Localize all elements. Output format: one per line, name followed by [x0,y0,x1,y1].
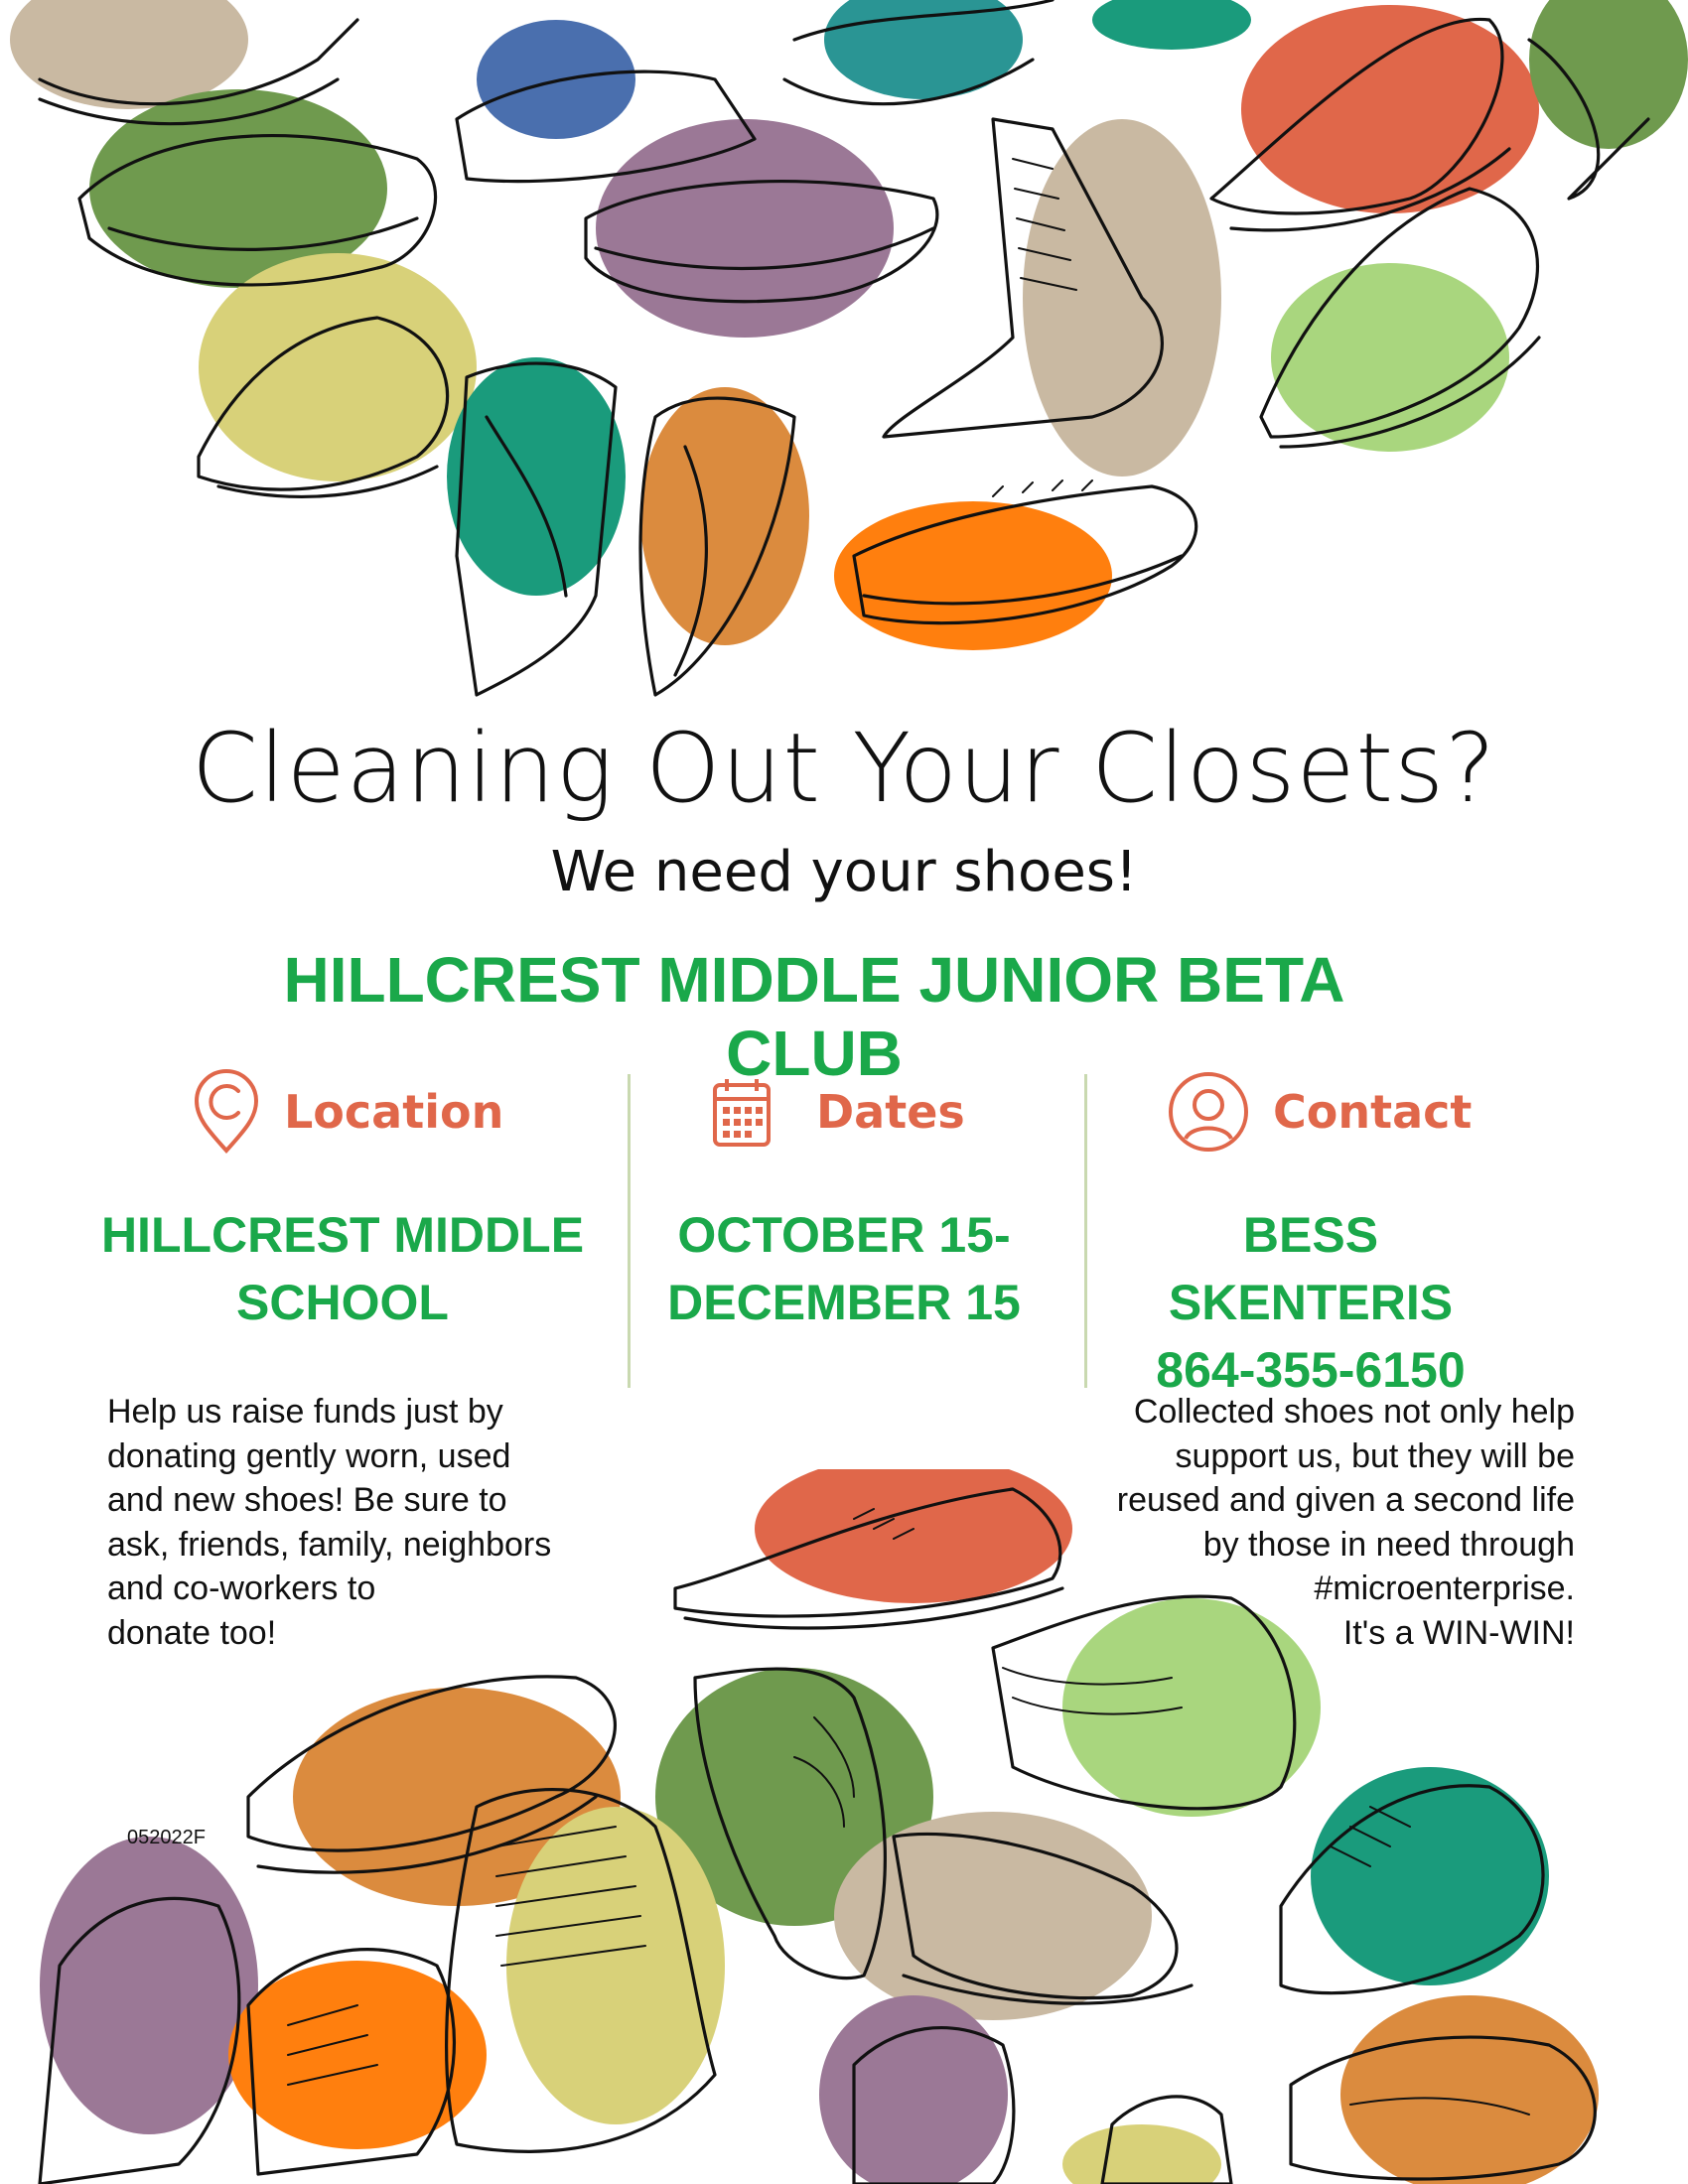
location-value [89,1201,596,1336]
left-text-line: and co-workers to [107,1570,376,1607]
location-value-line2: SCHOOL [236,1275,449,1330]
right-text-line: Collected shoes not only help [1133,1393,1575,1431]
map-pin-icon [191,1069,262,1155]
contact-label: Contact [1273,1085,1473,1139]
organization-name: HILLCREST MIDDLE JUNIOR BETA CLUB [283,944,1345,1089]
shoe-illustration-top [0,0,1688,715]
flyer-code: 052022F [127,1827,206,1848]
left-text-line: and new shoes! Be sure to [107,1481,507,1519]
right-text-line: support us, but they will be [1175,1436,1575,1475]
left-text-line: ask, friends, family, neighbors [107,1525,552,1564]
right-text-line: by those in need through [1202,1525,1575,1564]
dates-label: Dates [816,1085,965,1139]
person-icon [1166,1069,1251,1155]
right-text-line: reused and given a second life [1116,1481,1575,1519]
location-value-line1: HILLCREST MIDDLE [100,1207,585,1263]
right-text-line: It's a WIN-WIN! [1342,1613,1575,1652]
column-divider-right [1084,1074,1087,1388]
headline: Cleaning Out Your Closets? [191,713,1497,824]
location-label: Location [284,1085,504,1139]
left-text-line: donating gently worn, used [107,1436,511,1475]
right-text-line: #microenterprise. [1314,1570,1575,1607]
contact-header [1166,1062,1472,1161]
calendar-icon [711,1075,773,1149]
subheadline: We need your shoes! [550,840,1138,904]
contact-name: BESS SKENTERIS [1168,1207,1454,1330]
contact-value [1102,1201,1519,1404]
contact-phone: 864-355-6150 [1156,1342,1466,1398]
location-header [191,1062,503,1161]
dates-value-line2: DECEMBER 15 [667,1275,1021,1330]
left-description [107,1390,604,1655]
dates-value-line1: OCTOBER 15- [677,1207,1011,1263]
column-divider-left [628,1074,631,1388]
right-description [1062,1390,1575,1655]
dates-value [655,1201,1033,1336]
dates-header [711,1062,965,1161]
left-text-line: donate too! [107,1613,277,1652]
left-text-line: Help us raise funds just by [107,1393,503,1431]
